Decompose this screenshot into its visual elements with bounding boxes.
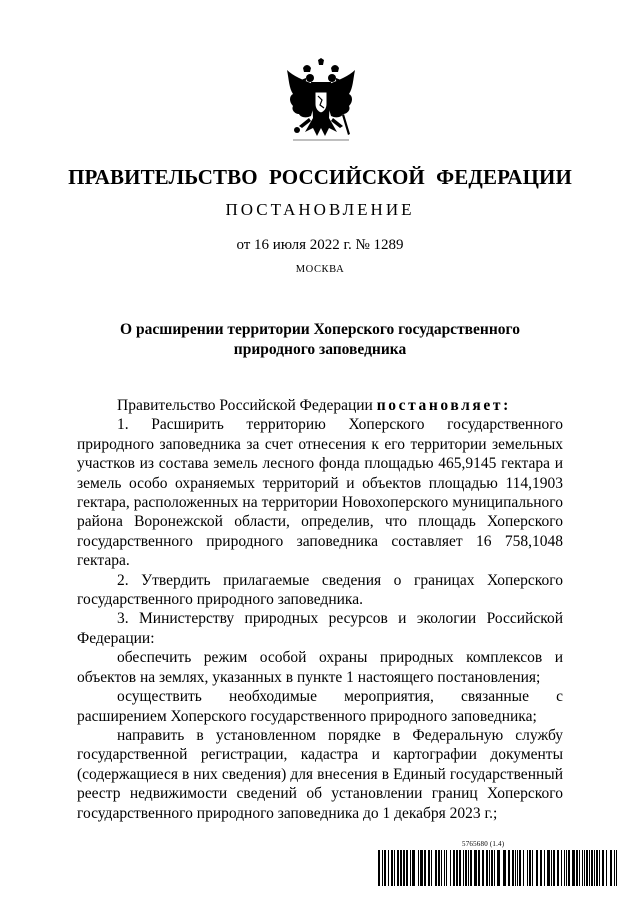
document-title [120,320,520,360]
intro-decree-word: постановляет: [376,397,511,414]
intro-text: Правительство Российской Федерации [117,397,377,414]
coat-of-arms-emblem [283,58,359,146]
document-body [77,396,563,823]
document-type: ПОСТАНОВЛЕНИЕ [225,200,415,219]
document-date-number: от 16 июля 2022 г. № 1289 [236,237,404,253]
city-name: МОСКВА [295,264,345,275]
government-name: ПРАВИТЕЛЬСТВО РОССИЙСКОЙ ФЕДЕРАЦИИ [68,165,572,189]
barcode-number: 5765680 (1.4) [462,840,505,848]
paragraph-1: 1. Расширить территорию Хоперского государственного природного заповедника за счет отнесения к его территории земельных участков из состава земель лесного фонда площадью 465,9145 гектара и земель особо охраняемых территорий и объектов площадью 114,1903 гектара, расположенных на территории Новохоперского муниципального района Воронежской области, определив, что площадь Хоперского государственного природного заповедника составляет 16 758,1048 гектара. [77,416,563,570]
intro-paragraph [77,396,563,415]
document-barcode [378,840,618,890]
paragraph-3-item-b: осуществить необходимые мероприятия, связанные с расширением Хоперского государственного природного заповедника; [77,688,563,725]
title-line-2: природного заповедника [233,341,407,358]
paragraph-3-item-c: направить в установленном порядке в Федеральную службу государственной регистрации, кадастра и картографии документы (содержащиеся в них сведения) для внесения в Единый государственный реестр недвижимости сведений об установлении границ Хоперского государственного природного заповедника до 1 декабря 2023 г.; [77,726,563,822]
paragraph-3-item-a: обеспечить режим особой охраны природных комплексов и объектов на землях, указанных в пункте 1 настоящего постановления; [77,649,563,686]
paragraph-3: 3. Министерству природных ресурсов и экологии Российской Федерации: [77,610,563,647]
paragraph-2: 2. Утвердить прилагаемые сведения о границах Хоперского государственного природного заповедника. [77,571,563,609]
title-line-1: О расширении территории Хоперского государственного [120,321,520,338]
barcode-graphic [378,850,618,886]
